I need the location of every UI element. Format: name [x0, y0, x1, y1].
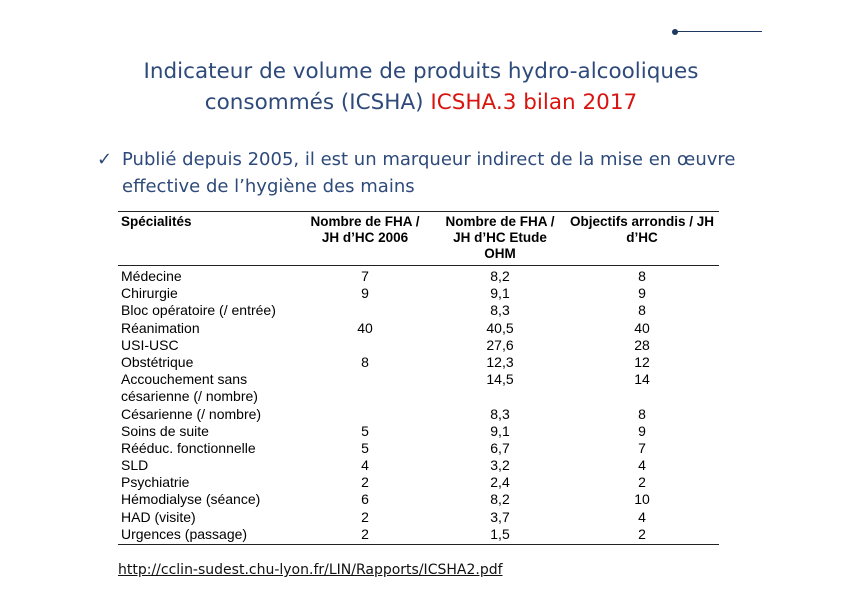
slide-title	[0, 56, 842, 118]
cell-fha-ohm: 14,5	[486, 371, 514, 388]
title-red-part: ICSHA.3 bilan 2017	[430, 90, 638, 115]
cell-objectif: 4	[638, 508, 646, 525]
cell-fha-2006: 2	[361, 525, 369, 542]
table-row	[118, 268, 719, 285]
cell-specialite: Césarienne (/ nombre)	[121, 405, 262, 422]
bullet-point	[97, 146, 737, 200]
cell-fha-2006: 2	[361, 474, 369, 491]
cell-fha-ohm: 40,5	[486, 319, 514, 336]
header-fha-2006: Nombre de FHA / JH d’HC 2006	[310, 214, 420, 245]
header-fha-ohm: Nombre de FHA / JH d’HC Etude OHM	[445, 214, 555, 261]
cell-objectif: 8	[638, 405, 646, 422]
cell-fha-ohm: 27,6	[486, 336, 514, 353]
cell-objectif: 28	[634, 336, 650, 353]
cell-fha-2006: 9	[361, 285, 369, 302]
cell-specialite: Bloc opératoire (/ entrée)	[121, 302, 276, 319]
cell-specialite: Rééduc. fonctionnelle	[121, 439, 256, 456]
cell-objectif: 2	[638, 525, 646, 542]
cell-fha-ohm: 12,3	[486, 353, 514, 370]
cell-fha-2006: 40	[357, 319, 373, 336]
cell-specialite: Soins de suite	[121, 422, 209, 439]
table-row	[118, 491, 719, 508]
cell-objectif: 8	[638, 302, 646, 319]
table-row	[118, 371, 719, 388]
checkmark-icon: ✓	[97, 149, 113, 170]
cell-specialite: HAD (visite)	[121, 508, 196, 525]
cell-fha-ohm: 8,3	[490, 405, 510, 422]
cell-objectif: 10	[634, 491, 650, 508]
cell-specialite: Chirurgie	[121, 285, 178, 302]
cell-objectif: 8	[638, 268, 646, 284]
decorative-line	[672, 28, 762, 36]
cell-objectif: 14	[634, 371, 650, 388]
table-row	[118, 406, 719, 423]
cell-specialite: Réanimation	[121, 319, 200, 336]
cell-specialite: Psychiatrie	[121, 474, 190, 491]
table-row	[118, 526, 719, 543]
cell-specialite: Accouchement sans	[121, 371, 248, 388]
title-line-2	[0, 87, 842, 118]
table-row	[118, 388, 719, 405]
cell-specialite: Obstétrique	[121, 353, 194, 370]
table-row	[118, 302, 719, 319]
cell-objectif: 2	[638, 474, 646, 491]
cell-fha-2006: 5	[361, 422, 369, 439]
cell-fha-ohm: 8,3	[490, 302, 510, 319]
table-body	[118, 268, 719, 543]
table-row	[118, 509, 719, 526]
cell-objectif: 7	[638, 439, 646, 456]
cell-fha-ohm: 3,2	[490, 457, 510, 474]
header-objectifs: Objectifs arrondis / JH d’HC	[569, 214, 715, 245]
cell-fha-2006: 6	[361, 491, 369, 508]
cell-specialite: Hémodialyse (séance)	[121, 491, 261, 508]
cell-fha-ohm: 8,2	[490, 491, 510, 508]
table-row	[118, 337, 719, 354]
cell-specialite: USI-USC	[121, 336, 179, 353]
table-row	[118, 474, 719, 491]
cell-specialite: césarienne (/ nombre)	[121, 388, 258, 405]
table-header	[118, 212, 719, 266]
table-row	[118, 457, 719, 474]
cell-specialite: Médecine	[121, 268, 182, 284]
cell-objectif: 9	[638, 285, 646, 302]
table-row	[118, 285, 719, 302]
decorative-dot	[672, 29, 678, 35]
header-specialites: Spécialités	[121, 214, 192, 229]
cell-fha-ohm: 8,2	[490, 268, 510, 284]
cell-fha-ohm: 9,1	[490, 285, 510, 302]
cell-fha-2006: 7	[361, 268, 369, 284]
table-row	[118, 440, 719, 457]
cell-objectif: 40	[634, 319, 650, 336]
cell-fha-ohm: 2,4	[490, 474, 510, 491]
cell-fha-2006: 4	[361, 457, 369, 474]
table-row	[118, 423, 719, 440]
cell-objectif: 4	[638, 457, 646, 474]
title-blue-part: consommés (ICSHA)	[204, 90, 431, 115]
cell-objectif: 12	[634, 353, 650, 370]
cell-fha-2006: 5	[361, 439, 369, 456]
cell-fha-ohm: 6,7	[490, 439, 510, 456]
icsha-table	[118, 211, 719, 545]
cell-specialite: Urgences (passage)	[121, 525, 248, 542]
source-link[interactable]: http://cclin-sudest.chu-lyon.fr/LIN/Rapports/ICSHA2.pdf	[118, 562, 503, 578]
cell-fha-ohm: 9,1	[490, 422, 510, 439]
cell-specialite: SLD	[121, 457, 149, 474]
cell-fha-2006: 2	[361, 508, 369, 525]
cell-objectif: 9	[638, 422, 646, 439]
cell-fha-ohm: 1,5	[490, 525, 510, 542]
decorative-rule	[676, 31, 762, 32]
bullet-text: Publié depuis 2005, il est un marqueur indirect de la mise en œuvre effective de l’hygiène des mains	[122, 149, 736, 197]
title-line-1: Indicateur de volume de produits hydro-alcooliques	[143, 59, 699, 84]
table-row	[118, 354, 719, 371]
cell-fha-2006: 8	[361, 353, 369, 370]
cell-fha-ohm: 3,7	[490, 508, 510, 525]
table-row	[118, 320, 719, 337]
